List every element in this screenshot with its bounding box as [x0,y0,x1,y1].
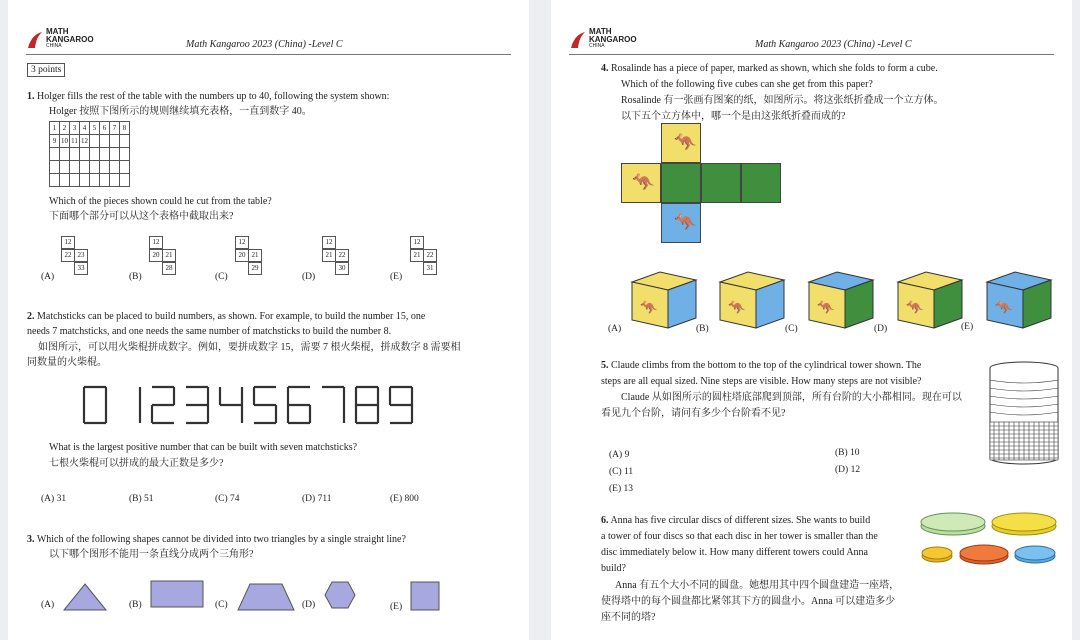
table-cell: 6 [100,122,110,135]
q4-option-c[interactable]: (C) [785,324,798,334]
piece-cell: 22 [423,249,437,262]
square-shape [410,581,442,611]
page-header-right [569,28,1054,55]
q3-option-e[interactable]: (E) [390,602,403,612]
page-title-right: Math Kangaroo 2023 (China) -Level C [755,39,912,50]
table-cell [70,161,80,174]
page-right [551,0,1072,640]
matchstick-digit [390,387,412,423]
matchstick-digit [152,387,174,423]
cylindrical-tower [986,360,1062,468]
points-label: 3 points [27,63,65,77]
q4-cube [718,270,788,330]
table-cell [100,174,110,187]
q1-text-zh: Holger 按照下图所示的规则继续填充表格，一直到数字 40。 [49,106,312,117]
table-cell: 8 [120,122,130,135]
q4-text-zh-1: Rosalinde 有一张画有图案的纸，如图所示。将这张纸折叠成一个立方体。 [621,95,944,106]
table-cell [90,148,100,161]
q6-text-en-2: a tower of four discs so that each disc in her tower is smaller than the [601,531,878,542]
q2-option-a[interactable]: (A) 31 [41,494,67,504]
q2-text-zh-2: 同数量的火柴棍。 [27,357,107,368]
table-cell [100,161,110,174]
matchstick-digit [356,387,378,423]
table-cell [110,161,120,174]
table-cell [90,135,100,148]
piece-cell: 21 [322,249,336,262]
table-cell: 10 [60,135,70,148]
q2-text-zh-1: 如图所示，可以用火柴棍拼成数字。例如，要拼成数字 15，需要 7 根火柴棍，拼成数字 8 需要相 [38,342,461,353]
q1-number-table [49,121,130,187]
kangaroo-icon: 🦘 [674,212,697,232]
q4-cube [896,270,966,330]
piece-cell: 21 [410,249,424,262]
q2-question-en: What is the largest positive number that can be built with seven matchsticks? [49,442,358,453]
piece-cell: 29 [248,262,262,275]
kangaroo-icon: 🦘 [995,301,1013,316]
piece-cell: 22 [335,249,349,262]
table-cell [120,135,130,148]
q4-cube [630,270,700,330]
q4-text-en-1: 4. Rosalinde has a piece of paper, marked as shown, which she folds to form a cube. [601,63,938,74]
table-cell [60,174,70,187]
q4-option-b[interactable]: (B) [696,324,709,334]
kangaroo-icon: 🦘 [728,301,746,316]
math-kangaroo-logo: MATH KANGAROO CHINA [569,28,649,52]
q4-option-a[interactable]: (A) [608,324,622,334]
table-cell: 1 [50,122,60,135]
matchstick-digits [82,384,442,426]
q4-cube [807,270,877,330]
q1-question-zh: 下面哪个部分可以从这个表格中截取出来? [49,211,234,222]
matchstick-digit [322,387,344,423]
q5-text-zh-1: Claude 从如图所示的圆柱塔底部爬到顶部，所有台阶的大小都相同。现在可以 [621,392,962,403]
table-cell [60,148,70,161]
table-cell [100,135,110,148]
q2-question-zh: 七根火柴棍可以拼成的最大正数是多少? [49,458,224,469]
q5-option-c[interactable]: (C) 11 [609,467,634,477]
q2-option-c[interactable]: (C) 74 [215,494,240,504]
table-cell: 12 [80,135,90,148]
table-cell [120,174,130,187]
q1-question-en: Which of the pieces shown could he cut from the table? [49,196,272,207]
table-cell: 11 [70,135,80,148]
q5-option-b[interactable]: (B) 10 [835,448,860,458]
table-cell [90,174,100,187]
table-cell: 5 [90,122,100,135]
table-cell [120,161,130,174]
piece-cell: 12 [235,236,249,249]
matchstick-digit [220,387,242,423]
five-discs [919,510,1067,572]
net-face-blue [661,203,701,243]
net-face-yellow-top [661,123,701,163]
q2-option-d[interactable]: (D) 711 [302,494,332,504]
table-cell [80,148,90,161]
q1-option-d[interactable]: (D) [302,272,316,282]
kangaroo-icon: 🦘 [817,301,835,316]
q1-option-b[interactable]: (B) [129,272,142,282]
q3-option-c[interactable]: (C) [215,600,228,610]
piece-cell: 22 [61,249,75,262]
page-header [26,28,511,55]
piece-cell: 20 [149,249,163,262]
page-title: Math Kangaroo 2023 (China) -Level C [186,39,343,50]
q3-option-d[interactable]: (D) [302,600,316,610]
piece-cell: 21 [248,249,262,262]
q6-text-zh-3: 座不同的塔? [601,612,656,623]
q1-option-a[interactable]: (A) [41,272,55,282]
piece-cell: 33 [74,262,88,275]
kangaroo-icon: 🦘 [640,301,658,316]
q2-option-b[interactable]: (B) 51 [129,494,154,504]
matchstick-digit [84,387,106,423]
piece-cell: 12 [322,236,336,249]
matchstick-digit [254,387,276,423]
piece-cell: 21 [162,249,176,262]
table-cell: 4 [80,122,90,135]
kangaroo-icon: 🦘 [906,301,924,316]
q6-text-en-4: build? [601,563,626,574]
q2-text-en-2: needs 7 matchsticks, and one needs the same number of matchsticks to build the number 8. [27,326,392,337]
q4-text-zh-2: 以下五个立方体中，哪一个是由这张纸折叠而成的? [621,111,846,122]
page-left [8,0,529,640]
q6-text-zh-2: 使得塔中的每个圆盘都比紧邻其下方的圆盘小。Anna 可以建造多少 [601,596,896,607]
table-cell [120,148,130,161]
table-cell [70,148,80,161]
q3-option-a[interactable]: (A) [41,600,55,610]
hexagon-shape [323,580,357,610]
q4-option-d[interactable]: (D) [874,324,888,334]
table-cell [70,174,80,187]
q5-option-d[interactable]: (D) 12 [835,465,861,475]
table-cell [90,161,100,174]
rectangle-shape [150,580,204,610]
table-cell: 9 [50,135,60,148]
q4-text-en-2: Which of the following five cubes can she get from this paper? [621,79,873,90]
table-cell [100,148,110,161]
q3-text-zh: 以下哪个图形不能用一条直线分成两个三角形? [49,549,254,560]
q6-text-zh-1: Anna 有五个大小不同的圆盘。她想用其中四个圆盘建造一座塔， [615,580,900,591]
table-cell [50,148,60,161]
table-cell: 7 [110,122,120,135]
q3-option-b[interactable]: (B) [129,600,142,610]
piece-cell: 12 [61,236,75,249]
q5-text-zh-2: 看见九个台阶，请问有多少个台阶看不见? [601,408,786,419]
q1-option-e[interactable]: (E) [390,272,403,282]
q3-text-en: 3. Which of the following shapes cannot be divided into two triangles by a single straight line? [27,534,406,545]
q5-option-e[interactable]: (E) 13 [609,484,634,494]
piece-cell: 28 [162,262,176,275]
table-cell [80,161,90,174]
piece-cell: 20 [235,249,249,262]
net-face-green [661,163,701,203]
q6-text-en-3: disc immediately below it. How many different towers could Anna [601,547,868,558]
net-face-green [741,163,781,203]
q5-option-a[interactable]: (A) 9 [609,450,630,460]
kangaroo-icon: 🦘 [632,172,655,192]
triangle-shape [62,582,108,612]
q4-option-e[interactable]: (E) [961,322,974,332]
matchstick-digit [288,387,310,423]
q1-option-c[interactable]: (C) [215,272,228,282]
table-cell [50,174,60,187]
table-cell [80,174,90,187]
table-cell [50,161,60,174]
piece-cell: 23 [74,249,88,262]
piece-cell: 12 [410,236,424,249]
net-face-green [701,163,741,203]
math-kangaroo-logo: MATH KANGAROO CHINA [26,28,106,52]
q6-text-en-1: 6. Anna has five circular discs of different sizes. She wants to build [601,515,871,526]
matchstick-digit [186,387,208,423]
table-cell [110,148,120,161]
q5-text-en-2: steps are all equal sized. Nine steps are visible. How many steps are not visible? [601,376,922,387]
q4-cube [985,270,1055,330]
piece-cell: 12 [149,236,163,249]
table-cell [60,161,70,174]
q1-text-en: 1. Holger fills the rest of the table with the numbers up to 40, following the system shown: [27,91,390,102]
table-cell [110,135,120,148]
net-face-yellow-left [621,163,661,203]
trapezoid-shape [236,582,296,612]
table-cell: 2 [60,122,70,135]
kangaroo-icon: 🦘 [674,132,697,152]
piece-cell: 30 [335,262,349,275]
q2-option-e[interactable]: (E) 800 [390,494,419,504]
table-cell: 3 [70,122,80,135]
table-cell [110,174,120,187]
piece-cell: 31 [423,262,437,275]
q5-text-en-1: 5. Claude climbs from the bottom to the top of the cylindrical tower shown. The [601,360,922,371]
q2-text-en-1: 2. Matchsticks can be placed to build numbers, as shown. For example, to build the number 15, one [27,311,426,322]
